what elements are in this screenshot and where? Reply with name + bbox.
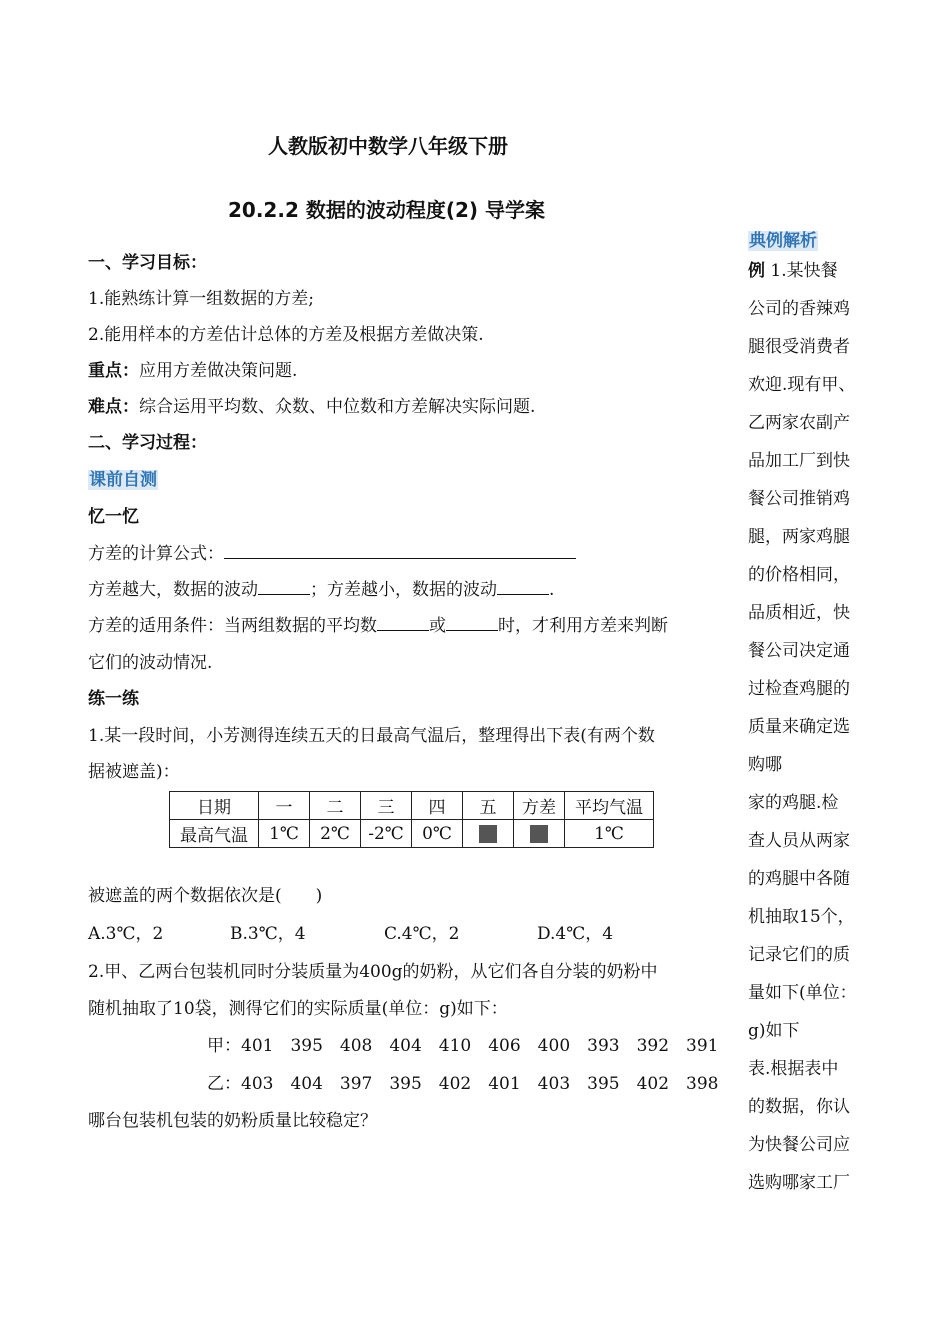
key-text: 应用方差做决策问题. (139, 361, 298, 381)
condition-or: 或 (429, 616, 446, 636)
condition-text-b: 时，才利用方差来判断 (498, 616, 668, 636)
pretest-label: 课前自测 (89, 470, 157, 490)
example-line: 表.根据表中 (748, 1059, 839, 1079)
example-line: 选购哪家工厂 (748, 1173, 850, 1193)
mask-block (479, 825, 497, 843)
cell-average: 1℃ (565, 820, 654, 848)
practice-label: 练一练 (88, 689, 139, 709)
temperature-table (169, 791, 654, 848)
variance-blank-1[interactable] (258, 578, 310, 595)
example-line: 腿，两家鸡腿 (748, 527, 850, 547)
condition-blank-2[interactable] (446, 614, 498, 631)
example-line: 质量来确定选 (748, 717, 850, 737)
cell-day3: -2℃ (361, 820, 412, 848)
variance-text-end: . (549, 580, 555, 600)
option-d[interactable]: D.4℃，4 (537, 924, 614, 944)
jia-data: 甲：401 395 408 404 410 406 400 393 392 391 (207, 1036, 719, 1056)
cell-variance-masked (514, 820, 565, 848)
formula-blank[interactable] (224, 542, 576, 559)
header-cell-day4: 四 (412, 792, 463, 820)
objective-item-1: 1.能熟练计算一组数据的方差; (88, 289, 314, 309)
example-line: 家的鸡腿.检 (748, 793, 839, 813)
recall-label: 忆一忆 (88, 507, 139, 527)
process-heading: 二、学习过程： (88, 433, 207, 453)
variance-line (88, 575, 554, 600)
example-line: 品质相近，快 (748, 603, 850, 623)
option-a[interactable]: A.3℃，2 (88, 924, 164, 944)
row-label-max-temp: 最高气温 (170, 820, 259, 848)
formula-prefix: 方差的计算公式： (88, 544, 224, 564)
cell-day4: 0℃ (412, 820, 463, 848)
mask-block (530, 825, 548, 843)
q2-question: 哪台包装机包装的奶粉质量比较稳定？ (88, 1111, 377, 1131)
difficulty-text: 综合运用平均数、众数、中位数和方差解决实际问题. (139, 397, 536, 417)
example-line: 欢迎.现有甲、 (748, 375, 856, 395)
example-line: 例 1.某快餐 (748, 261, 838, 281)
difficulty-point (88, 392, 535, 417)
example-line: 的数据，你认 (748, 1097, 850, 1117)
document-title: 人教版初中数学八年级下册 (268, 134, 508, 158)
cell-day1: 1℃ (259, 820, 310, 848)
q2-text-line2: 随机抽取了10袋，测得它们的实际质量(单位：g)如下： (88, 999, 508, 1019)
header-cell-day2: 二 (310, 792, 361, 820)
example-line: 乙两家农副产 (748, 413, 850, 433)
example-line: 量如下(单位： (748, 983, 857, 1003)
header-cell-date: 日期 (170, 792, 259, 820)
example-section (748, 226, 818, 251)
cell-day2: 2℃ (310, 820, 361, 848)
header-cell-day5: 五 (463, 792, 514, 820)
variance-text-b: ；方差越小，数据的波动 (310, 580, 497, 600)
header-cell-day1: 一 (259, 792, 310, 820)
header-cell-day3: 三 (361, 792, 412, 820)
example-line: 的价格相同， (748, 565, 850, 585)
header-cell-average: 平均气温 (565, 792, 654, 820)
example-line: 餐公司决定通 (748, 641, 850, 661)
header-cell-variance: 方差 (514, 792, 565, 820)
option-c[interactable]: C.4℃，2 (384, 924, 460, 944)
cell-day5-masked (463, 820, 514, 848)
pretest-section (88, 465, 158, 490)
example-line: 腿很受消费者 (748, 337, 850, 357)
difficulty-label: 难点： (88, 397, 139, 417)
key-point (88, 356, 297, 381)
variance-text-a: 方差越大，数据的波动 (88, 580, 258, 600)
example-text (748, 252, 868, 1202)
example-line: 机抽取15个， (748, 907, 855, 927)
example-line: 过检查鸡腿的 (748, 679, 850, 699)
q1-text-line2: 据被遮盖)： (88, 762, 180, 782)
option-b[interactable]: B.3℃，4 (230, 924, 306, 944)
example-line: 公司的香辣鸡 (748, 299, 850, 319)
lesson-title: 20.2.2 数据的波动程度(2) 导学案 (228, 198, 545, 222)
condition-blank-1[interactable] (377, 614, 429, 631)
example-line: g)如下 (748, 1021, 800, 1041)
formula-line (88, 539, 576, 564)
example-line: 品加工厂到快 (748, 451, 850, 471)
q1-text-line1: 1.某一段时间，小芳测得连续五天的日最高气温后，整理得出下表(有两个数 (88, 726, 655, 746)
table-header-row (170, 792, 654, 820)
q2-text-line1: 2.甲、乙两台包装机同时分装质量为400g的奶粉，从它们各自分装的奶粉中 (88, 962, 658, 982)
example-line: 的鸡腿中各随 (748, 869, 850, 889)
condition-text-a: 方差的适用条件：当两组数据的平均数 (88, 616, 377, 636)
yi-data: 乙：403 404 397 395 402 401 403 395 402 398 (207, 1074, 719, 1094)
condition-line-2: 它们的波动情况. (88, 653, 213, 673)
table-data-row (170, 820, 654, 848)
key-label: 重点： (88, 361, 139, 381)
example-label: 典例解析 (749, 231, 817, 251)
q1-question: 被遮盖的两个数据依次是( ) (88, 886, 323, 906)
condition-line (88, 611, 668, 636)
variance-blank-2[interactable] (497, 578, 549, 595)
example-line: 餐公司推销鸡 (748, 489, 850, 509)
example-prefix: 例 (748, 261, 765, 281)
example-line: 为快餐公司应 (748, 1135, 850, 1155)
objective-item-2: 2.能用样本的方差估计总体的方差及根据方差做决策. (88, 325, 484, 345)
example-line: 购哪 (748, 755, 782, 775)
objectives-heading: 一、学习目标： (88, 253, 207, 273)
example-line: 查人员从两家 (748, 831, 850, 851)
example-line: 记录它们的质 (748, 945, 850, 965)
